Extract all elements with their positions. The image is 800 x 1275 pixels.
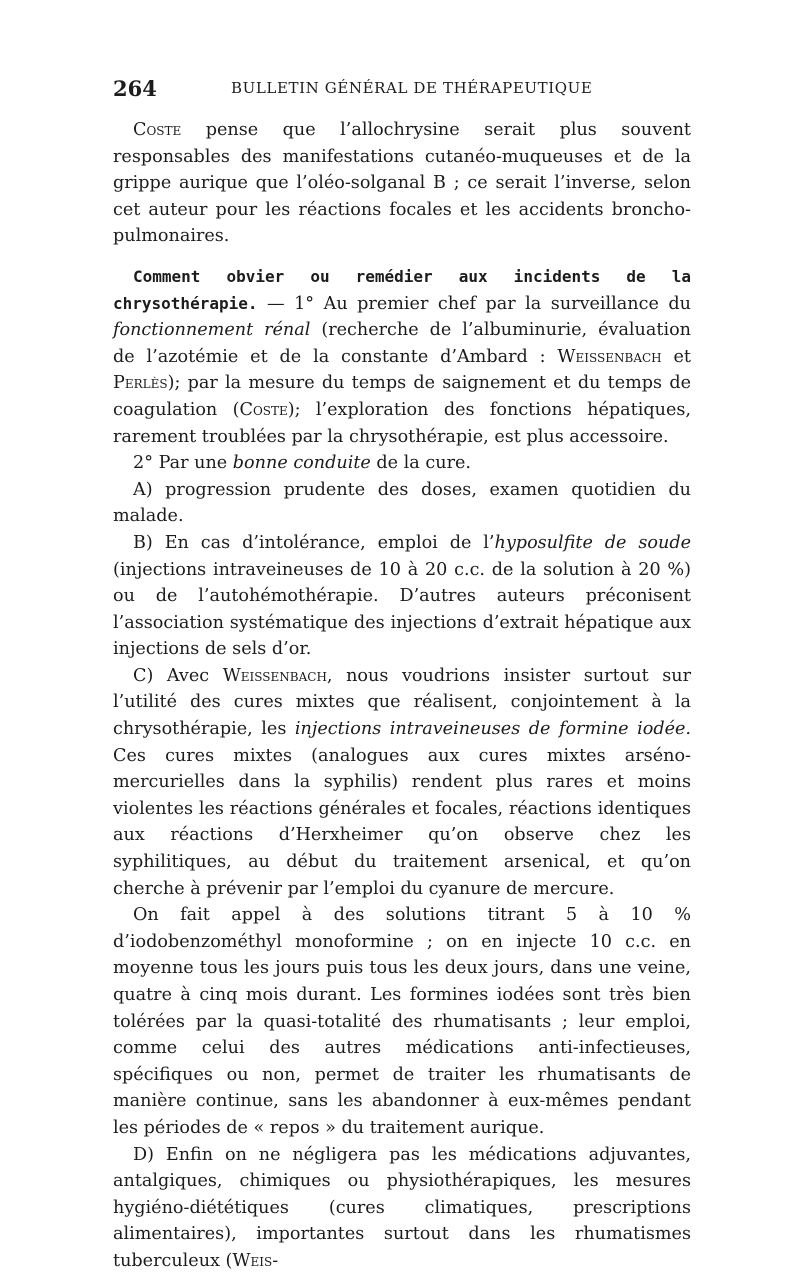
italic-term: bonne conduite <box>232 453 371 474</box>
paragraph-text: Ces cures mixtes (analogues aux cures mixtes arséno-mercurielles dans la syphilis) rendent plus rares et moins violentes les réactions générales et focales, réactions identiques aux réactions d’Herxheimer qu’on observe chez les syphilitiques, au début du traitement arsenical, et qu’on cherche à prévenir par l’emploi du cyanure de mercure. <box>113 745 691 899</box>
paragraph-text: pense que l’allochrysine serait plus souvent responsables des manifestations cutanéo-muqueuses et de la grippe aurique que l’oléo-solganal B ; ce serait l’inverse, selon cet auteur pour les réactions focales et les accidents broncho-pulmonaires. <box>113 120 691 247</box>
italic-term: hyposulfite de soude <box>494 532 691 553</box>
paragraph-text: C) Avec <box>133 665 223 686</box>
paragraph-text: (recherche de l’albuminurie, évaluation de l’azotémie et de la constante d’Ambard : <box>113 320 691 367</box>
paragraph-section-heading <box>113 264 691 450</box>
running-title: BULLETIN GÉNÉRAL DE THÉRAPEUTIQUE <box>231 79 593 97</box>
paragraph-text: ); par la mesure du temps de saignement et du temps de coagulation ( <box>113 373 691 420</box>
paragraph-text: ); l’exploration des fonctions hépatiques, rarement troublées par la chrysothérapie, est plus accessoire. <box>113 399 691 447</box>
page-number: 264 <box>113 76 157 101</box>
paragraph-text: et <box>661 346 691 367</box>
author-name: Coste <box>239 399 288 420</box>
section-heading: Comment obvier ou remédier aux incidents de la chrysothérapie. <box>113 266 691 313</box>
paragraph-formine <box>113 902 691 1141</box>
paragraph-text: A) progression prudente des doses, examen quotidien du malade. <box>113 479 691 527</box>
author-name: Coste <box>133 120 182 140</box>
paragraph-a <box>113 477 691 530</box>
paragraph-d <box>113 1142 691 1275</box>
author-name: Weissenbach <box>222 665 327 686</box>
author-name: Weissenbach <box>557 346 662 367</box>
body-text <box>113 117 691 1275</box>
author-name: Weis- <box>232 1250 279 1271</box>
paragraph-coste <box>113 117 691 250</box>
italic-term: injections intraveineuses de formine iodée. <box>294 719 692 740</box>
paragraph-text: On fait appel à des solutions titrant 5 à 10 % d’iodobenzométhyl monoformine ; on en injecte 10 c.c. en moyenne tous les jours puis tous les deux jours, dans une veine, quatre à cinq mois durant. Les formines iodées sont très bien tolérées par la quasi-totalité des rhumatisants ; leur emploi, comme celui des autres médications anti-infectieuses, spécifiques ou non, permet de traiter les rhumatisants de manière continue, sans les abandonner à eux-mêmes pendant les périodes de « repos » du traitement aurique. <box>113 905 691 1138</box>
paragraph-conduite <box>113 450 691 477</box>
page-header <box>113 76 691 104</box>
paragraph-text: de la cure. <box>370 453 471 474</box>
paragraph-text: (injections intraveineuses de 10 à 20 c.c. de la solution à 20 %) ou de l’autohémothérapie. D’autres auteurs préconisent l’association systématique des injections d’extrait hépatique aux injections de sels d’or. <box>113 559 691 660</box>
paragraph-text: 2° Par une <box>133 453 233 474</box>
author-name: Perlès <box>113 373 168 394</box>
paragraph-text: B) En cas d’intolérance, emploi de l’ <box>133 532 495 553</box>
paragraph-text: — 1° Au premier chef par la surveillance du <box>257 293 691 314</box>
paragraph-b <box>113 530 691 663</box>
paragraph-c <box>113 663 691 902</box>
italic-term: fonctionnement rénal <box>113 320 311 341</box>
paragraph-text: , nous voudrions insister surtout sur l’utilité des cures mixtes que réalisent, conjointement à la chrysothérapie, les <box>113 665 691 740</box>
section-gap <box>113 250 691 264</box>
paragraph-text: D) Enfin on ne négligera pas les médications adjuvantes, antalgiques, chimiques ou physiothérapiques, les mesures hygiéno-diététiques (cures climatiques, prescriptions alimentaires), importantes surtout dans les rhumatismes tuberculeux ( <box>113 1144 691 1271</box>
